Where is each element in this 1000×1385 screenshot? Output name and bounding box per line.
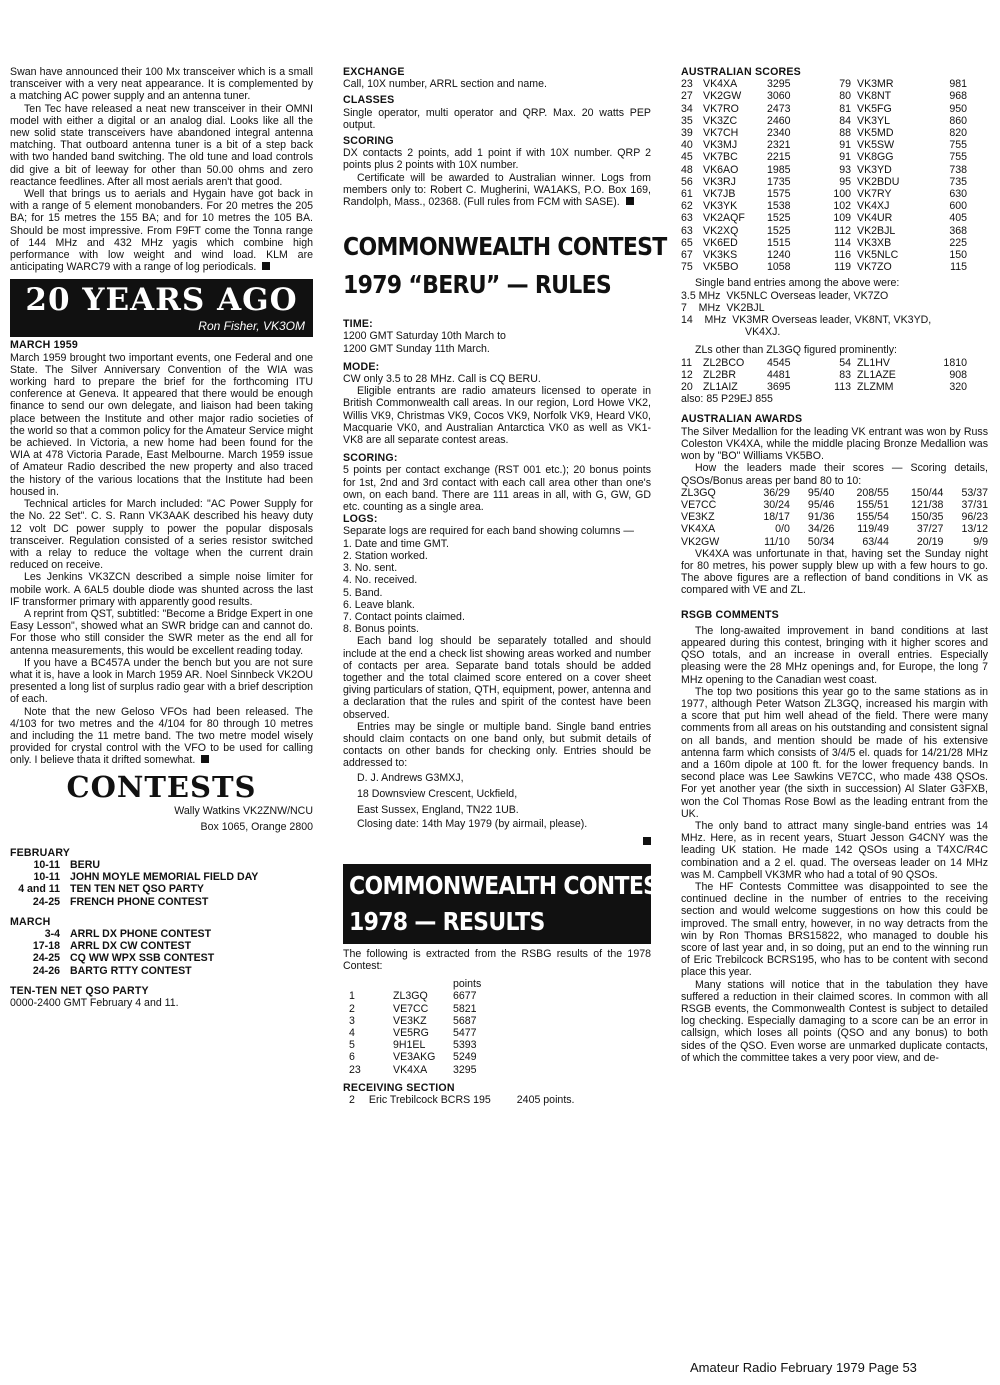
zl-also: also: 85 P29EJ 855 <box>681 393 773 406</box>
aus-scores-table <box>681 78 967 273</box>
certificate-text: Certificate will be awarded to Australian winner. Logs from members only to: Robert C. Mugherini, WA1AKS, P.O. Box 169, Randolph, Mass., 02368. (Full rules from FCM with SASE). <box>343 171 651 209</box>
eligible-text: Eligible entrants are radio amateurs licensed to operate in British Commonwealth call areas. In our region, Lord Howe VK2, Willis VK9, Christmas VK9, Cocos VK9, Norfolk VK9, Heard VK0, Macquarie VK0, and Australian Antarctica VK0 as well as VK1-VK8 are all separate contest areas. <box>343 385 651 447</box>
table-row: 35 VK3ZC 2460 84 VK3YL 860 <box>681 114 967 127</box>
month-heading: MARCH 1959 <box>10 339 78 352</box>
leaders-intro: How the leaders made their scores — Scoring details, QSOs/Bonus areas per band 80 to 10: <box>681 462 988 487</box>
single-band-line: 14 MHz VK3MR Overseas leader, VK8NT, VK3YD, <box>681 314 932 327</box>
list-item: 4. No. received. <box>343 574 418 587</box>
table-row: 12 ZL2BR 4481 83 ZL1AZE 908 <box>681 368 967 381</box>
history-para-5: If you have a BC457A under the bench but you are not sure what it is, have a look in March 1959 AR. Noel Sinnbeck VK2OU presented a long list of surplus radio gear with a brief description of each. <box>10 656 313 706</box>
table-row: 63 VK2AQF 1525 109 VK4UR 405 <box>681 212 967 225</box>
logs-heading: LOGS: <box>343 513 378 526</box>
table-row: 62 VK3YK 1538 102 VK4XJ 600 <box>681 200 967 213</box>
intro-para-3: Well that brings us to aerials and Hygain have got back in with a range of 5 element monobanders. For 20 metres the 205 BA; for 15 metres the 155 BA; and for 10 metres the 105 BA. Should be most impressive. From F9FT come the Tonna range of 144 MHz and 432 MHz yagis which combine high performance with low weight and wind load. KLM are anticipating WARC79 with a range of log periodicals. <box>10 188 313 274</box>
closing-date: Closing date: 14th May 1979 (by airmail, please). <box>357 817 588 830</box>
contests-title: CONTESTS <box>66 769 257 804</box>
address-block <box>343 770 651 818</box>
feb-calendar <box>10 859 258 908</box>
list-item: 1. Date and time GMT. <box>343 537 449 550</box>
time-line-2: 1200 GMT Sunday 11th March. <box>343 342 490 355</box>
byline-name: Wally Watkins VK2ZNW/NCU <box>174 804 313 817</box>
table-row: 39 VK7CH 2340 88 VK5MD 820 <box>681 127 967 140</box>
address-line: 18 Downsview Crescent, Uckfield, <box>357 787 518 800</box>
time-line-1: 1200 GMT Saturday 10th March to <box>343 330 506 343</box>
logs-para-2: Entries may be single or multiple band. Single band entries should claim contacts on one band only, but submit details of contacts on other bands for checking only. Entries should be addressed to: <box>343 720 651 770</box>
rsgb-para-5: Many stations will notice that in the tabulation they have suffered a reduction in their claimed scores. In common with all RSGB events, the Commonwealth Contest is subject to detailed log checking. Especially damaging to a score can be an error in callsign, which loses all points (QSO and any bonus) to both sides of the QSO. Even worse are unmarked duplicate contacts, of which the committee takes a very poor view, and de- <box>681 978 988 1064</box>
single-band-line: 3.5 MHz VK5NLC Overseas leader, VK7ZO <box>681 289 889 302</box>
contests-byline <box>10 803 313 835</box>
history-para-1: March 1959 brought two important events, one Federal and one State. The Silver Anniversary Convention of the WIA was working hard to prepare the brief for the forthcoming ITU conference at Geneva. It appeared that there would be enough finance to send our own delegate, and liaison had been taking place between the Institute and other major radio societies of the world so that a common policy for the Amateur Service might be achieved. In Victoria, a new home had been found for the WIA at 478 Victoria Parade, East Melbourne. March 1959 issue of Amateur Radio described the new property and also traced the history of the various locations that the Institute had been housed in. <box>10 351 313 498</box>
table-row: 48 VK6AO 1985 93 VK3YD 738 <box>681 163 967 176</box>
receiving-row: 2 Eric Trebilcock BCRS 195 2405 points. <box>349 1093 575 1106</box>
table-row: 27 VK2GW 3060 80 VK8NT 968 <box>681 90 967 103</box>
tenten-heading: TEN-TEN NET QSO PARTY <box>10 984 149 997</box>
table-row: 75 VK5BO 1058 119 VK7ZO 115 <box>681 261 967 274</box>
calendar-row: 10-11 BERU <box>33 858 101 871</box>
twenty-years-ago-banner <box>10 279 313 337</box>
classes-heading: CLASSES <box>343 94 395 107</box>
banner-title: 20 YEARS AGO <box>25 282 298 319</box>
list-item: 2. Station worked. <box>343 549 428 562</box>
receiving-heading: RECEIVING SECTION <box>343 1081 455 1094</box>
mode-text: CW only 3.5 to 28 MHz. Call is CQ BERU. <box>343 373 541 386</box>
calendar-row: 3-4 ARRL DX PHONE CONTEST <box>44 927 212 940</box>
table-row: 56 VK3RJ 1735 95 VK2BDU 735 <box>681 175 967 188</box>
mar-calendar <box>10 928 214 977</box>
address-line: East Sussex, England, TN22 1UB. <box>357 803 519 816</box>
history-para-4: A reprint from QST, subtitled: "Become a Bridge Expert in one Easy Lesson", showed what an SWR bridge can and cannot do. For those who still consider the SWR meter as the end all for antenna measurements, this would be excellent reading today. <box>10 607 313 657</box>
table-row: VK4XA 0/0 34/26 119/49 37/27 13/12 <box>681 523 988 536</box>
feb-heading: FEBRUARY <box>10 846 71 859</box>
scoring-text: DX contacts 2 points, add 1 point if with 10X number. QRP 2 points plus 2 points with 10X number. <box>343 147 651 172</box>
list-item: 3. No. sent. <box>343 562 398 575</box>
byline-address: Box 1065, Orange 2800 <box>200 820 313 833</box>
table-row: 45 VK7BC 2215 91 VK8GG 755 <box>681 151 967 164</box>
page-footer: Amateur Radio February 1979 Page 53 <box>690 1360 917 1375</box>
table-row: VE3KZ 18/17 91/36 155/54 150/35 96/23 <box>681 511 988 524</box>
exchange-heading: EXCHANGE <box>343 66 405 78</box>
intro-para-1: Swan have announced their 100 Mx transceiver which is a small transceiver with a very neat appearance. It is complemented by a matching AC power supply and an antenna tuner. <box>10 66 313 103</box>
rules-title-line-2: 1979 “BERU” — RULES <box>343 270 612 300</box>
table-row: VK2GW 11/10 50/34 63/44 20/19 9/9 <box>681 535 988 548</box>
list-item: 6. Leave blank. <box>343 598 415 611</box>
aus-scores-heading: AUSTRALIAN SCORES <box>681 66 801 78</box>
single-band-line: 7 MHz VK2BJL <box>681 301 765 314</box>
table-row: 34 VK7RO 2473 81 VK5FG 950 <box>681 102 967 115</box>
results-banner <box>343 864 673 944</box>
leaders-table <box>681 487 988 548</box>
tenten-text: 0000-2400 GMT February 4 and 11. <box>10 997 179 1009</box>
table-row: 23 VK4XA 3295 <box>349 1063 477 1076</box>
end-mark <box>343 836 651 848</box>
table-row: 6 VE3AKG 5249 <box>349 1051 477 1064</box>
mar-heading: MARCH <box>10 915 51 928</box>
intro-para-2: Ten Tec have released a neat new transceiver in their OMNI model with either a digital or an analog dial. Looks like all the new solid state transceivers have abandoned integral antenna matching. That outboard antenna tuner is a bit of a step back with two handed band switching. The old tune and load controls did give a bit of leeway for other than 50.00 ohms and zero reactance feedlines. After all most aerials aren't that good. <box>10 102 313 188</box>
rsgb-para-2: The top two positions this year go to the same stations as in 1977, although Peter Watson ZL3GQ, increased his margin with a score that put him well ahead of the field. There were many comments from all areas on his outstanding and consistent signal on all bands, and mention should be made of his extensive antenna farm which consists of 3/4/5 el. quads for 14/21/28 MHz and a 160m dipole at 100 ft. for the lower frequency bands. In second place was Lee Sawkins VE7CC, who made 438 QSOs. For yet another year (the sixth in succession) Al Slater G3FXB, won the Col Thomas Rose Bowl as the leading entrant from the UK. <box>681 685 988 820</box>
awards-text: The Silver Medallion for the leading VK entrant was won by Russ Coleston VK4XA, while the middle placing Bronze Medallion was won by "BO" Williams VK5BO. <box>681 425 988 463</box>
table-row: 23 VK4XA 3295 79 VK3MR 981 <box>681 78 967 91</box>
banner-author: Ron Fisher, VK3OM <box>198 319 305 334</box>
scoring-heading: SCORING <box>343 135 394 148</box>
rsgb-para-1: The long-awaited improvement in band conditions at last appeared during this contest, bringing with it higher scores and QSO totals, and an increase in overall entries. Especially pleasing were the 28 MHz openings and, for Europe, the long 7 MHz opening to the Canadian west coast. <box>681 624 988 686</box>
table-row: 40 VK3MJ 2321 91 VK5SW 755 <box>681 139 967 152</box>
logs-intro: Separate logs are required for each band showing columns — <box>343 525 634 538</box>
history-para-3: Les Jenkins VK3ZCN described a simple noise limiter for mobile work. A 6AL5 double diode was shunted across the last IF transformer primary with apparently good results. <box>10 571 313 608</box>
classes-text: Single operator, multi operator and QRP. Max. 20 watts PEP output. <box>343 106 651 131</box>
table-row: 4 VE5RG 5477 <box>349 1026 477 1039</box>
calendar-row: 4 and 11 TEN TEN NET QSO PARTY <box>18 883 204 896</box>
column-left <box>10 66 313 1009</box>
table-row: 61 VK7JB 1575 100 VK7RY 630 <box>681 188 967 201</box>
column-middle <box>343 66 673 1106</box>
zl-intro: ZLs other than ZL3GQ figured prominently: <box>695 344 897 357</box>
awards-heading: AUSTRALIAN AWARDS <box>681 413 803 426</box>
zl-scores-table <box>681 357 967 394</box>
results-title-line-2: 1978 — RESULTS <box>349 906 545 936</box>
results-title-line-1: COMMONWEALTH CONTEST <box>349 870 673 900</box>
logs-column-list <box>343 538 651 636</box>
table-row: 3 VE3KZ 5687 <box>349 1014 477 1027</box>
points-header: points <box>453 978 482 991</box>
table-row: 65 VK6ED 1515 114 VK3XB 225 <box>681 236 967 249</box>
calendar-row: 24-25 FRENCH PHONE CONTEST <box>32 895 209 908</box>
exchange-text: Call, 10X number, ARRL section and name. <box>343 78 547 91</box>
single-band-intro: Single band entries among the above were: <box>695 277 900 290</box>
rsgb-heading: RSGB COMMENTS <box>681 608 779 621</box>
table-row: 1 ZL3GQ 6677 <box>349 990 477 1003</box>
rsgb-para-4: The HF Contests Committee was disappointed to see the continued decline in the number of entries to the receiving section and would welcome suggestions on how this could be improved. The small entry, however, in no way detracts from the win by Ron Thomas BRS15822, who managed to double his score of last year and, in so doing, put an end to the winning run of Eric Trebilcock BCRS195, who has to be content with second place this year. <box>681 881 988 979</box>
scoring2-text: 5 points per contact exchange (RST 001 etc.); 20 bonus points for 1st, 2nd and 3rd contact with each call area other than one's own, on each band. There are 111 areas in all, with G, GW, GD etc. counting as a single area. <box>343 464 651 514</box>
single-band-cont: VK4XJ. <box>745 326 781 339</box>
column-right <box>681 66 988 1064</box>
time-heading: TIME: <box>343 318 373 331</box>
list-item: 7. Contact points claimed. <box>343 610 465 623</box>
table-row: 67 VK3KS 1240 116 VK5NLC 150 <box>681 249 967 262</box>
address-line: D. J. Andrews G3MXJ, <box>357 771 464 784</box>
rsgb-para-3: The only band to attract many single-band entries was 14 MHz. Here, as in recent years, Stuart Jesson G4CNY was the leading UK station. He made 142 QSOs using a T4XC/R4C combination and a 2 el. quad. The overseas leader on 14 MHz was M. Campbell VK3MR who had a total of 90 QSOs. <box>681 819 988 881</box>
scoring2-heading: SCORING: <box>343 452 398 465</box>
vk4xa-text: VK4XA was unfortunate in that, having set the Sunday night for 80 metres, his power supply blew up with a few hours to go. The above figures are a reflection of band conditions in VK as compared with VE and ZL. <box>681 547 988 597</box>
history-para-6: Note that the new Geloso VFOs had been released. The 4/103 for two metres and the 4/104 for 80 through 10 metres and including the 11 metre band. The two metre model wisely provided for crystal control with the VFO to be used for calling only. I believe thata it drifted somewhat. <box>10 705 313 767</box>
table-row: 20 ZL1AIZ 3695 113 ZLZMM 320 <box>681 381 967 394</box>
table-row: 11 ZL2BCO 4545 54 ZL1HV 1810 <box>681 356 967 369</box>
rules-title-line-1: COMMONWEALTH CONTEST <box>343 232 667 262</box>
calendar-row: 17-18 ARRL DX CW CONTEST <box>32 940 192 953</box>
mode-heading: MODE: <box>343 360 380 373</box>
history-para-2: Technical articles for March included: "AC Power Supply for the No. 22 Set". C. S. Rann VK3AAK described his heavy duty 12 volt DC power supply to power the popular disposals transceiver. Regulation consisted of a series resistor switched with a relay to reduce the voltage when the current drain reduced on receive. <box>10 498 313 572</box>
list-item: 5. Band. <box>343 586 383 599</box>
results-intro: The following is extracted from the RSBG results of the 1978 Contest: <box>343 947 651 972</box>
results-table <box>343 978 481 1076</box>
calendar-row: 24-25 CQ WW WPX SSB CONTEST <box>32 952 215 965</box>
table-row: 2 VE7CC 5821 <box>349 1002 477 1015</box>
table-row: ZL3GQ 36/29 95/40 208/55 150/44 53/37 <box>681 486 988 499</box>
table-row: VE7CC 30/24 95/46 155/51 121/38 37/31 <box>681 498 988 511</box>
list-item: 8. Bonus points. <box>343 623 419 636</box>
logs-para-1: Each band log should be separately totalled and should include at the end a check list showing areas worked and number of contacts per area. Separate band totals should be added together and the total claimed score entered on a cover sheet giving particulars of station, QTH, equipment, power, antenna and a declaration that the rules and spirit of the contest have been observed. <box>343 635 651 721</box>
calendar-row: 24-26 BARTG RTTY CONTEST <box>32 964 192 977</box>
table-row: 63 VK2XQ 1525 112 VK2BJL 368 <box>681 224 967 237</box>
calendar-row: 10-11 JOHN MOYLE MEMORIAL FIELD DAY <box>33 871 259 884</box>
table-row: 5 9H1EL 5393 <box>349 1039 477 1052</box>
